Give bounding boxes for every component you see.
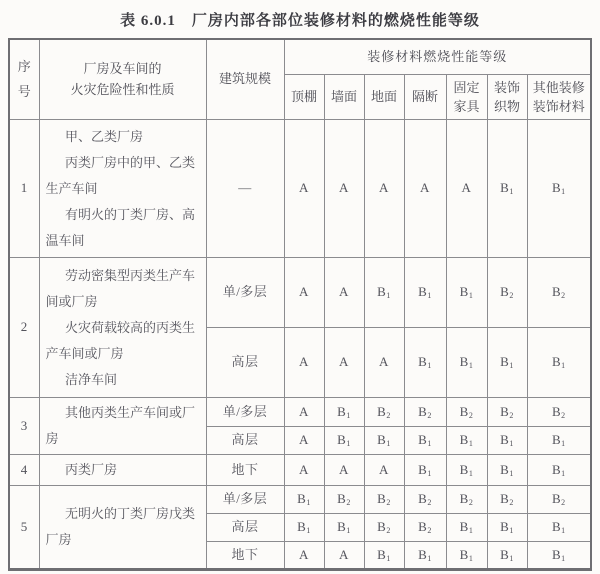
- grade-cell: $B_2$: [324, 486, 364, 514]
- grade-cell: A: [324, 455, 364, 486]
- grade-cell: A: [324, 258, 364, 328]
- grade-cell: A: [284, 398, 324, 427]
- grade-subscript: 2: [561, 498, 566, 508]
- grade-cell: $B_1$: [324, 514, 364, 542]
- grade-cell: $B_1$: [446, 455, 487, 486]
- place-cell: [39, 258, 206, 398]
- grade-subscript: 1: [346, 526, 351, 536]
- table-row: [9, 455, 591, 486]
- serial-cell: 2: [9, 258, 39, 398]
- grade-cell: A: [284, 542, 324, 570]
- grade-subscript: 1: [561, 468, 566, 478]
- header-material-col: 固定 家具: [446, 75, 487, 120]
- table-number: 表 6.0.1: [120, 13, 176, 29]
- grade-cell: $B_1$: [527, 328, 591, 398]
- grade-subscript: 2: [509, 410, 514, 420]
- scale-cell: 单/多层: [206, 258, 284, 328]
- grade-subscript: 1: [509, 553, 514, 563]
- grade-cell: A: [324, 328, 364, 398]
- grade-subscript: 1: [468, 291, 474, 301]
- grade-cell: $B_1$: [404, 328, 446, 398]
- grade-cell: $B_1$: [324, 398, 364, 427]
- grade-cell: $B_1$: [284, 486, 324, 514]
- table-row: [9, 258, 591, 328]
- grade-subscript: 1: [509, 187, 514, 197]
- fire-performance-grade-table: [8, 38, 592, 571]
- table-row: [9, 398, 591, 427]
- place-paragraph: 火灾荷载较高的丙类生产车间或厂房: [45, 319, 196, 361]
- place-paragraph: 甲、乙类厂房: [65, 128, 144, 144]
- grade-cell: $B_1$: [487, 426, 527, 455]
- grade-cell: A: [364, 120, 404, 258]
- grade-subscript: 1: [427, 291, 432, 301]
- grade-subscript: 1: [306, 498, 311, 508]
- place-cell: [39, 398, 206, 455]
- grade-cell: $B_1$: [364, 426, 404, 455]
- header-material-col: 墙面: [324, 75, 364, 120]
- grade-cell: $B_2$: [364, 514, 404, 542]
- grade-subscript: 2: [561, 291, 566, 301]
- grade-subscript: 1: [427, 553, 432, 563]
- grade-subscript: 1: [386, 553, 391, 563]
- grade-cell: A: [324, 120, 364, 258]
- grade-subscript: 1: [427, 468, 432, 478]
- grade-cell: $B_1$: [487, 514, 527, 542]
- grade-cell: $B_1$: [487, 542, 527, 570]
- grade-subscript: 1: [468, 439, 474, 449]
- header-material-col: 其他装修 装饰材料: [527, 75, 591, 120]
- grade-cell: A: [324, 542, 364, 570]
- grade-cell: $B_2$: [527, 486, 591, 514]
- place-cell: [39, 486, 206, 570]
- scale-cell: 单/多层: [206, 398, 284, 427]
- grade-cell: $B_2$: [527, 398, 591, 427]
- scale-cell: 高层: [206, 514, 284, 542]
- grade-subscript: 1: [468, 361, 474, 371]
- place-paragraph: 洁净车间: [65, 371, 118, 387]
- place-paragraph: 有明火的丁类厂房、高温车间: [45, 206, 196, 248]
- grade-subscript: 2: [427, 526, 432, 536]
- grade-cell: $B_2$: [446, 486, 487, 514]
- grade-subscript: 2: [468, 498, 474, 508]
- grade-cell: A: [284, 426, 324, 455]
- place-paragraph: 其他丙类生产车间或厂房: [45, 405, 196, 446]
- grade-cell: A: [284, 328, 324, 398]
- grade-cell: A: [404, 120, 446, 258]
- header-material-col: 装饰 织物: [487, 75, 527, 120]
- table-row: [9, 120, 591, 258]
- grade-cell: $B_2$: [446, 398, 487, 427]
- header-place: 厂房及车间的 火灾危险性和性质: [39, 39, 206, 120]
- grade-subscript: 1: [561, 361, 566, 371]
- grade-cell: $B_2$: [404, 486, 446, 514]
- grade-subscript: 2: [427, 410, 432, 420]
- grade-cell: $B_2$: [487, 398, 527, 427]
- grade-subscript: 1: [386, 439, 391, 449]
- place-cell: [39, 120, 206, 258]
- grade-subscript: 1: [561, 526, 566, 536]
- grade-cell: $B_1$: [446, 514, 487, 542]
- serial-cell: 3: [9, 398, 39, 455]
- grade-cell: A: [364, 328, 404, 398]
- grade-subscript: 1: [509, 439, 514, 449]
- place-paragraph: 丙类厂房中的甲、乙类生产车间: [45, 154, 196, 196]
- grade-cell: $B_1$: [404, 258, 446, 328]
- grade-cell: $B_1$: [446, 328, 487, 398]
- grade-cell: $B_1$: [446, 258, 487, 328]
- grade-cell: $B_1$: [324, 426, 364, 455]
- grade-cell: $B_1$: [404, 455, 446, 486]
- grade-subscript: 2: [427, 498, 432, 508]
- place-cell: [39, 455, 206, 486]
- grade-subscript: 1: [386, 291, 391, 301]
- scale-cell: 高层: [206, 328, 284, 398]
- table-body: [9, 120, 591, 570]
- place-paragraph: 无明火的丁类厂房戊类厂房: [45, 506, 196, 547]
- grade-cell: $B_1$: [527, 426, 591, 455]
- grade-subscript: 1: [468, 468, 474, 478]
- grade-subscript: 1: [468, 553, 474, 563]
- grade-cell: $B_1$: [527, 120, 591, 258]
- grade-cell: $B_2$: [404, 398, 446, 427]
- scale-cell: —: [206, 120, 284, 258]
- grade-cell: $B_1$: [404, 542, 446, 570]
- table-row: [9, 486, 591, 514]
- grade-cell: $B_1$: [284, 514, 324, 542]
- grade-cell: $B_1$: [527, 514, 591, 542]
- grade-cell: $B_2$: [364, 398, 404, 427]
- place-paragraph: 丙类厂房: [65, 462, 118, 477]
- grade-subscript: 2: [386, 526, 391, 536]
- grade-cell: $B_1$: [487, 455, 527, 486]
- grade-subscript: 2: [509, 291, 514, 301]
- grade-cell: $B_2$: [487, 258, 527, 328]
- grade-cell: $B_1$: [527, 455, 591, 486]
- header-serial: 序 号: [9, 39, 39, 120]
- grade-cell: $B_1$: [404, 426, 446, 455]
- grade-cell: $B_1$: [487, 328, 527, 398]
- grade-cell: A: [364, 455, 404, 486]
- grade-cell: A: [284, 120, 324, 258]
- table-header: [9, 39, 591, 120]
- grade-cell: A: [284, 258, 324, 328]
- grade-cell: $B_1$: [446, 426, 487, 455]
- grade-subscript: 1: [346, 439, 351, 449]
- page-title: 厂房内部各部位装修材料的燃烧性能等级: [191, 13, 480, 29]
- grade-cell: $B_1$: [527, 542, 591, 570]
- grade-subscript: 2: [561, 410, 566, 420]
- grade-cell: $B_2$: [487, 486, 527, 514]
- header-material-col: 隔断: [404, 75, 446, 120]
- grade-subscript: 1: [509, 526, 514, 536]
- grade-subscript: 1: [306, 526, 311, 536]
- grade-subscript: 2: [386, 410, 391, 420]
- grade-subscript: 1: [561, 553, 566, 563]
- header-material-col: 顶棚: [284, 75, 324, 120]
- grade-subscript: 1: [427, 361, 432, 371]
- grade-cell: $B_1$: [446, 542, 487, 570]
- grade-cell: $B_2$: [364, 486, 404, 514]
- header-row-top: [9, 39, 591, 75]
- grade-cell: $B_1$: [487, 120, 527, 258]
- grade-cell: $B_2$: [527, 258, 591, 328]
- serial-cell: 5: [9, 486, 39, 570]
- grade-subscript: 2: [468, 410, 474, 420]
- scale-cell: 单/多层: [206, 486, 284, 514]
- grade-subscript: 2: [346, 498, 351, 508]
- grade-cell: $B_1$: [364, 542, 404, 570]
- table-caption: [0, 9, 600, 30]
- header-material-grade-span: 装修材料燃烧性能等级: [284, 39, 591, 75]
- grade-subscript: 1: [561, 187, 566, 197]
- serial-cell: 4: [9, 455, 39, 486]
- grade-cell: A: [284, 455, 324, 486]
- scale-cell: 高层: [206, 426, 284, 455]
- header-building-scale: 建筑规模: [206, 39, 284, 120]
- grade-subscript: 1: [427, 439, 432, 449]
- scale-cell: 地下: [206, 455, 284, 486]
- grade-subscript: 1: [509, 468, 514, 478]
- grade-subscript: 1: [346, 410, 351, 420]
- grade-subscript: 1: [468, 526, 474, 536]
- grade-subscript: 2: [386, 498, 391, 508]
- grade-cell: A: [446, 120, 487, 258]
- grade-cell: $B_1$: [364, 258, 404, 328]
- grade-subscript: 1: [561, 439, 566, 449]
- serial-cell: 1: [9, 120, 39, 258]
- header-material-col: 地面: [364, 75, 404, 120]
- place-paragraph: 劳动密集型丙类生产车间或厂房: [45, 267, 196, 309]
- scale-cell: 地下: [206, 542, 284, 570]
- grade-subscript: 2: [509, 498, 514, 508]
- grade-cell: $B_2$: [404, 514, 446, 542]
- grade-subscript: 1: [509, 361, 514, 371]
